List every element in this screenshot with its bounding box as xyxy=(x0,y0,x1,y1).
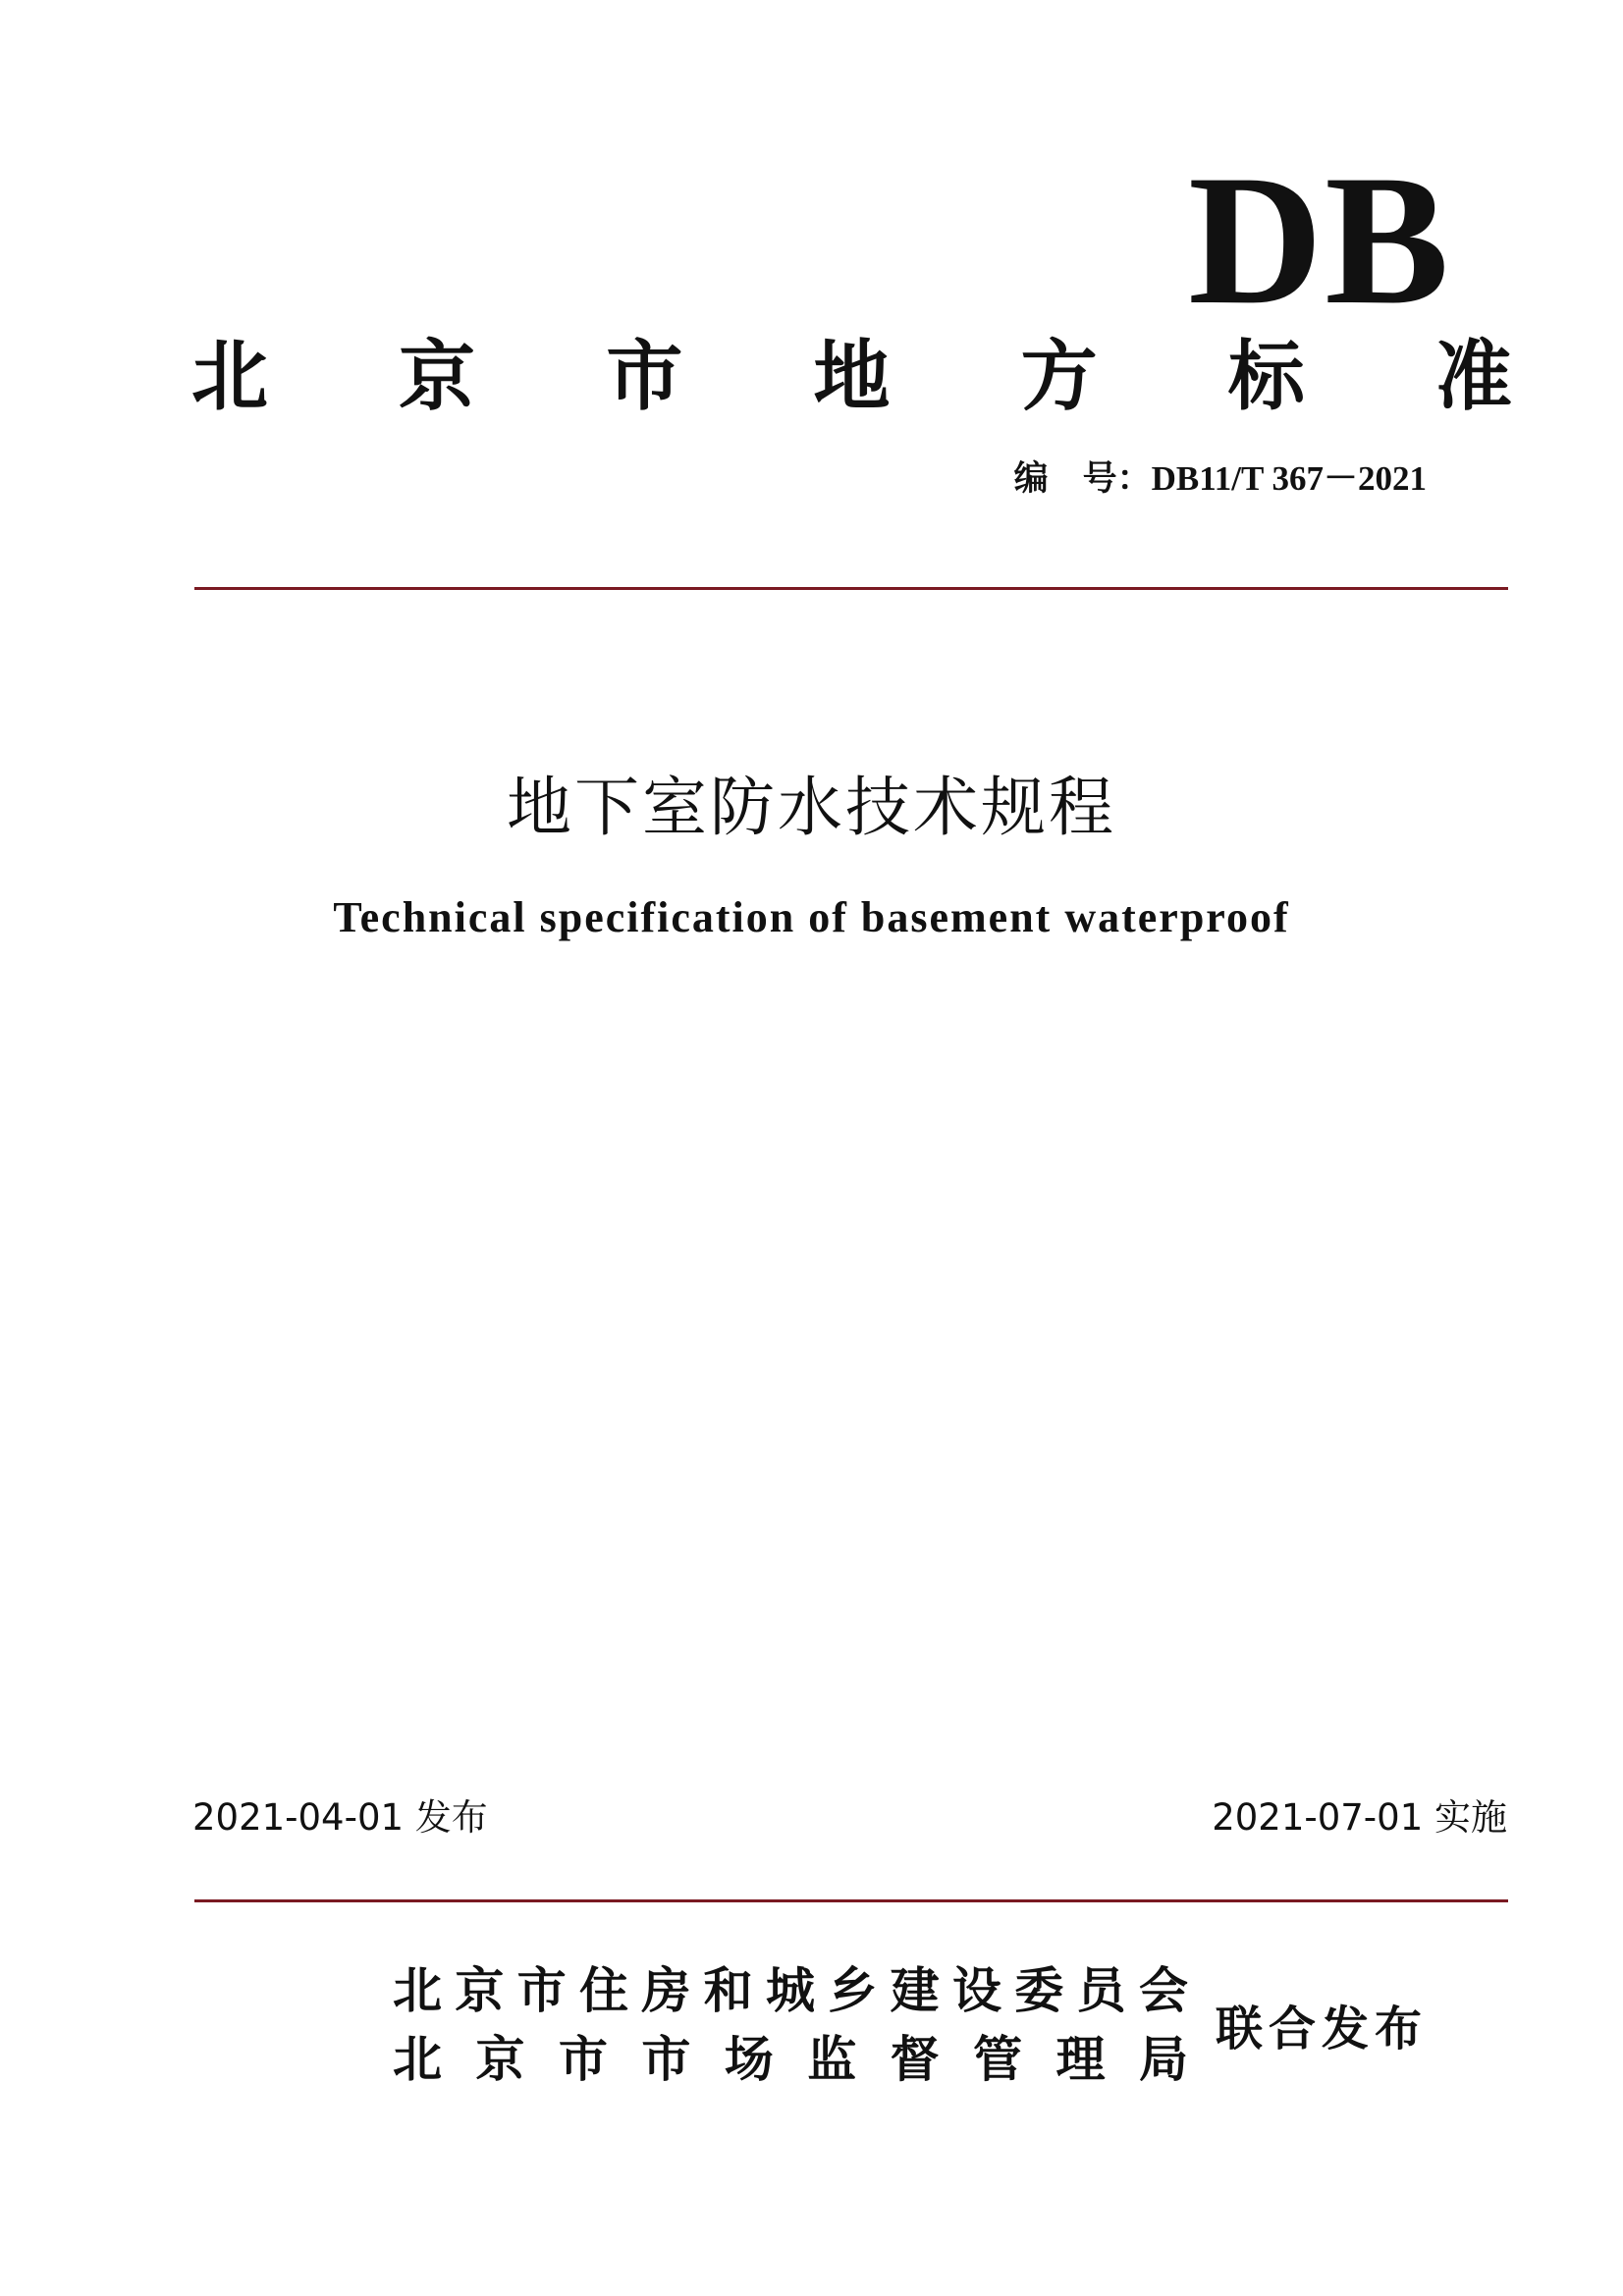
standard-number xyxy=(1014,461,1427,496)
standard-type-heading xyxy=(191,333,1512,421)
issuer-char: 委 xyxy=(1014,1961,1064,2019)
standard-type-char: 方 xyxy=(1020,333,1098,421)
standard-type-char: 京 xyxy=(399,333,476,421)
issuer-char: 管 xyxy=(973,2030,1023,2088)
issuer-char: 建 xyxy=(890,1961,940,2019)
issuer-char: 监 xyxy=(807,2030,857,2088)
issuer-char: 场 xyxy=(724,2030,774,2088)
implementation-date: 2021-07-01 实施 xyxy=(1212,1796,1507,1839)
joint-issue-label: 联合发布 xyxy=(1216,2002,1429,2056)
standard-type-char: 准 xyxy=(1434,333,1512,421)
bottom-divider xyxy=(194,1899,1508,1902)
issue-date: 2021-04-01 发布 xyxy=(192,1796,488,1839)
document-title-cn: 地下室防水技术规程 xyxy=(507,770,1116,845)
issuer-char: 市 xyxy=(558,2030,608,2088)
issuer-char: 京 xyxy=(475,2030,525,2088)
issuer-line-housing xyxy=(393,1961,1188,2021)
document-title-en: Technical specification of basement waterproof xyxy=(333,893,1290,941)
issuer-char: 设 xyxy=(951,1961,1001,2019)
issuer-char: 市 xyxy=(641,2030,691,2088)
issuer-char: 会 xyxy=(1138,1961,1188,2019)
issuer-char: 乡 xyxy=(828,1961,878,2019)
issuer-char: 北 xyxy=(393,2030,442,2088)
issuer-char: 城 xyxy=(765,1961,815,2019)
issuer-char: 房 xyxy=(641,1961,691,2019)
issuer-char: 京 xyxy=(455,1961,505,2019)
issuer-char: 员 xyxy=(1076,1961,1126,2019)
issuer-char: 督 xyxy=(890,2030,940,2088)
db-logo: DB xyxy=(1188,137,1451,344)
issuer-char: 理 xyxy=(1055,2030,1106,2088)
standard-type-char: 标 xyxy=(1227,333,1305,421)
standard-number-value: DB11/T 367－2021 xyxy=(1151,459,1427,498)
top-divider xyxy=(194,587,1508,590)
issuer-char: 和 xyxy=(703,1961,753,2019)
issuer-line-market xyxy=(393,2030,1188,2090)
issuer-char: 住 xyxy=(578,1961,628,2019)
standard-type-char: 北 xyxy=(191,333,269,421)
standard-number-label: 编 号： xyxy=(1013,459,1152,498)
issuer-char: 北 xyxy=(393,1961,442,2019)
standard-type-char: 市 xyxy=(606,333,683,421)
issuer-block xyxy=(393,1961,1188,2104)
issuer-char: 市 xyxy=(516,1961,567,2019)
issuer-char: 局 xyxy=(1138,2030,1188,2088)
standard-type-char: 地 xyxy=(813,333,891,421)
